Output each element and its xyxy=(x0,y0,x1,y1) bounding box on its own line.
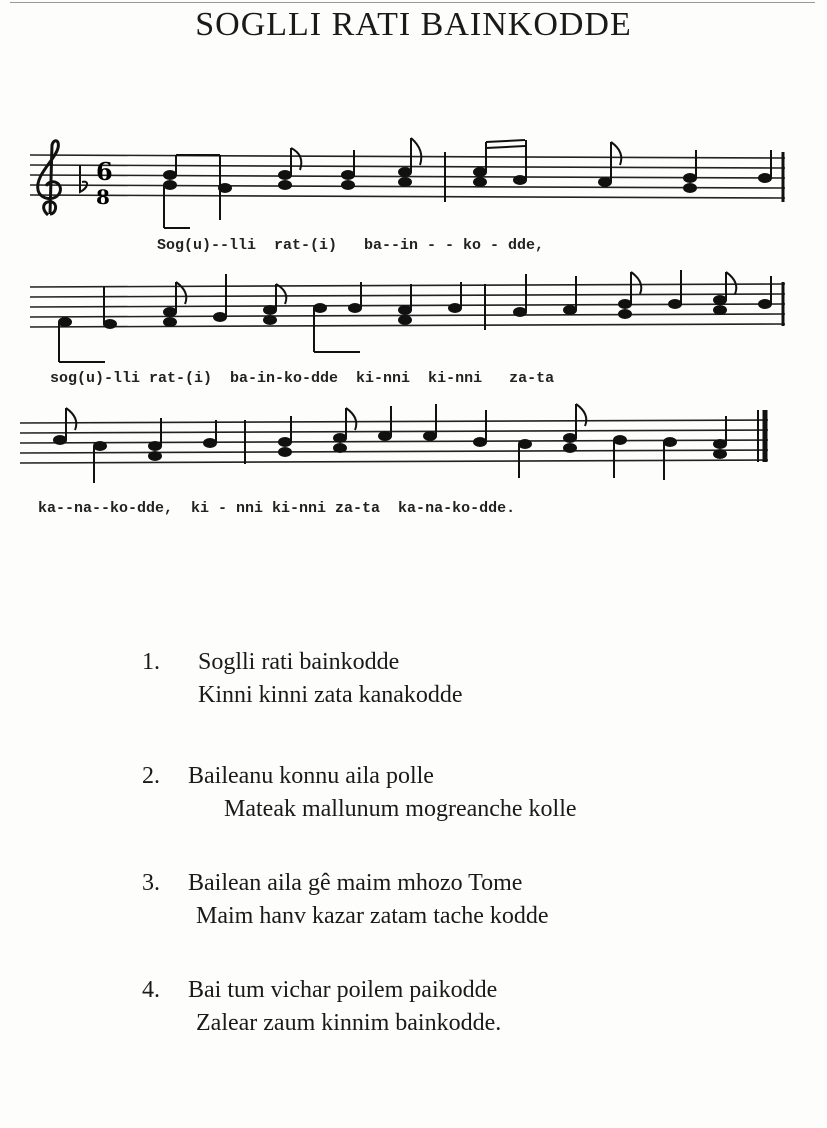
verse-2 xyxy=(130,760,730,830)
verse-4 xyxy=(130,974,730,1044)
treble-clef-icon xyxy=(38,141,61,215)
lyric-line-3: ka--na--ko-dde, ki - nni ki-nni za-ta ka-na-ko-dde. xyxy=(38,500,516,517)
lyric-line-1: Sog(u)--lli rat-(i) ba--in - - ko - dde, xyxy=(157,237,545,254)
time-signature-top: 6 xyxy=(96,157,113,186)
verse-number: 1. xyxy=(142,649,160,675)
verse-number: 4. xyxy=(142,977,160,1003)
lyric-line-2: sog(u)-lli rat-(i) ba-in-ko-dde ki-nni ki-nni za-ta xyxy=(50,370,555,387)
notes xyxy=(164,138,783,228)
staff-system-2 xyxy=(30,262,790,372)
verse-line: Kinni kinni zata kanakodde xyxy=(198,682,463,708)
verse-1 xyxy=(130,646,730,716)
page-title: SOGLLI RATI BAINKODDE xyxy=(195,6,632,43)
verse-line: Mateak mallunum mogreanche kolle xyxy=(224,796,577,822)
top-rule xyxy=(10,2,815,3)
verse-3 xyxy=(130,867,730,937)
notes xyxy=(54,404,765,483)
verse-number: 2. xyxy=(142,763,160,789)
verse-line: Bai tum vichar poilem paikodde xyxy=(188,977,498,1003)
staff-lines xyxy=(20,420,768,463)
verse-number: 3. xyxy=(142,870,160,896)
verse-line: Zalear zaum kinnim bainkodde. xyxy=(196,1010,502,1036)
staff-system-1 xyxy=(30,130,790,230)
verse-line: Soglli rati bainkodde xyxy=(198,649,400,675)
time-signature-bottom: 8 xyxy=(96,185,110,209)
verse-line: Maim hanv kazar zatam tache kodde xyxy=(196,903,549,929)
flat-icon xyxy=(80,165,87,192)
staff-system-3 xyxy=(20,398,780,498)
verse-line: Baileanu konnu aila polle xyxy=(188,763,434,789)
verse-line: Bailean aila gê maim mhozo Tome xyxy=(188,870,523,896)
